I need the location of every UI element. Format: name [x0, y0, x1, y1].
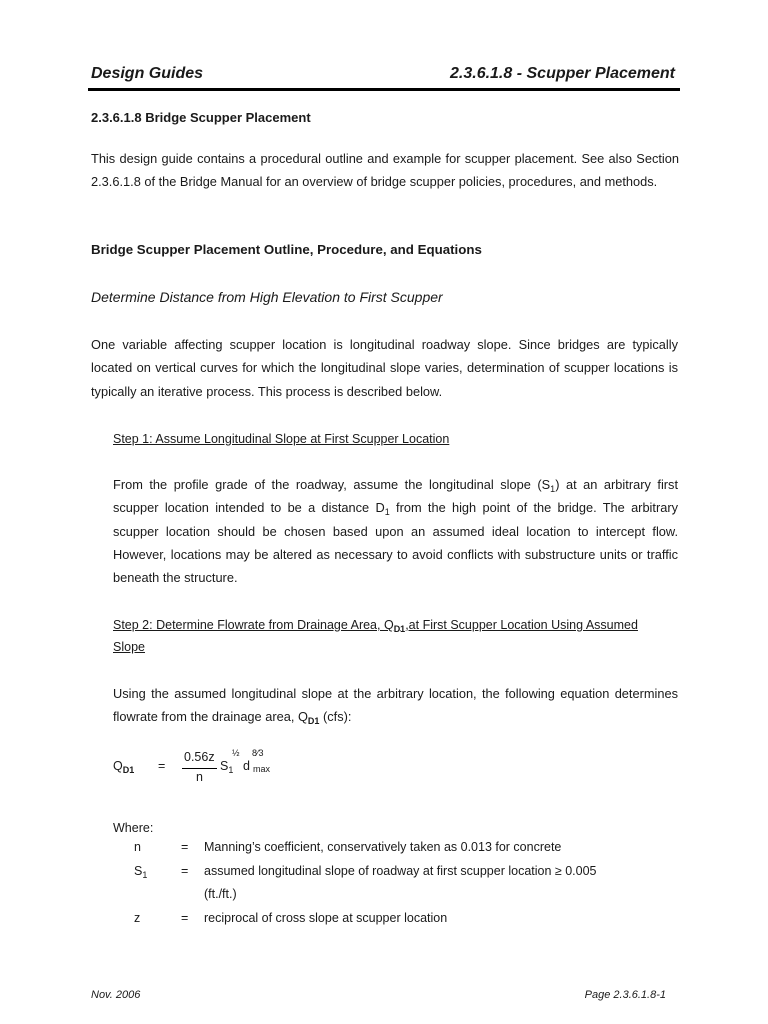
footer-date: Nov. 2006 [91, 989, 141, 1001]
header-section-title: 2.3.6.1.8 - Scupper Placement [450, 65, 675, 82]
step-1-heading: Step 1: Assume Longitudinal Slope at First Scupper Location [113, 432, 450, 446]
equation-slope-term: $S_1$ [220, 759, 234, 775]
variable-equals: = [181, 911, 189, 925]
variable-symbol: n [134, 840, 141, 854]
variable-definition: assumed longitudinal slope of roadway at first scupper location ≥ 0.005 [204, 864, 597, 878]
equation-lhs: $Q_{D1}$ [113, 759, 135, 775]
step-1-paragraph: From the profile grade of the roadway, assume the longitudinal slope $(S_1)$ at an arbitrary first scupper location intended to be a distance $D_1$ from the high point of the bridge. The arbitrary scupper location should be chosen based upon an assumed ideal location to intercept flow. However, locations may be altered as necessary to avoid conflicts with substructure units or traffic beneath the structure. [113, 477, 678, 586]
procedure-heading: Bridge Scupper Placement Outline, Procedure, and Equations [91, 242, 482, 257]
variable-symbol: $S_1$ [134, 864, 148, 880]
equation-numerator: 0.56z [184, 750, 215, 764]
header-rule [88, 88, 680, 91]
variable-definition: Manning’s coefficient, conservatively taken as 0.013 for concrete [204, 840, 562, 854]
variable-equals: = [181, 864, 189, 878]
step-2-paragraph: Using the assumed longitudinal slope at the arbitrary location, the following equation determines flowrate from the drainage area, $Q_{D1}$ (cfs): [113, 686, 678, 727]
equation-depth-term: d [243, 759, 250, 773]
variable-symbol: z [134, 911, 141, 925]
variable-definition: reciprocal of cross slope at scupper location [204, 911, 448, 925]
equation-equals: = [158, 759, 166, 773]
header-guide-title: Design Guides [91, 65, 204, 82]
equation-depth-subscript: max [253, 764, 271, 774]
variable-equals: = [181, 840, 189, 854]
equation-slope-exponent: ½ [232, 748, 240, 758]
fraction-bar [182, 768, 217, 769]
equation-depth-exponent: 8⁄3 [252, 748, 264, 758]
intro-paragraph: This design guide contains a procedural outline and example for scupper placement. See also Section 2.3.6.1.8 of the Bridge Manual for an overview of bridge scupper policies, procedures, and methods. [91, 151, 679, 190]
step-2-heading: Step 2: Determine Flowrate from Drainage Area, $Q_{D1},at$ First Scupper Location Using Assumed Slope [113, 618, 638, 654]
equation-denominator: n [196, 770, 203, 784]
slope-paragraph: One variable affecting scupper location is longitudinal roadway slope. Since bridges are typically located on vertical curves for which the longitudinal slope varies, determination of scupper locations is typically an iterative process. This process is described below. [91, 337, 678, 399]
section-title: 2.3.6.1.8 Bridge Scupper Placement [91, 110, 311, 125]
subsection-heading: Determine Distance from High Elevation to First Scupper [91, 289, 443, 305]
where-label: Where: [113, 821, 154, 835]
footer-page-number: Page 2.3.6.1.8-1 [584, 989, 666, 1001]
variable-definition-continued: (ft./ft.) [204, 887, 237, 901]
